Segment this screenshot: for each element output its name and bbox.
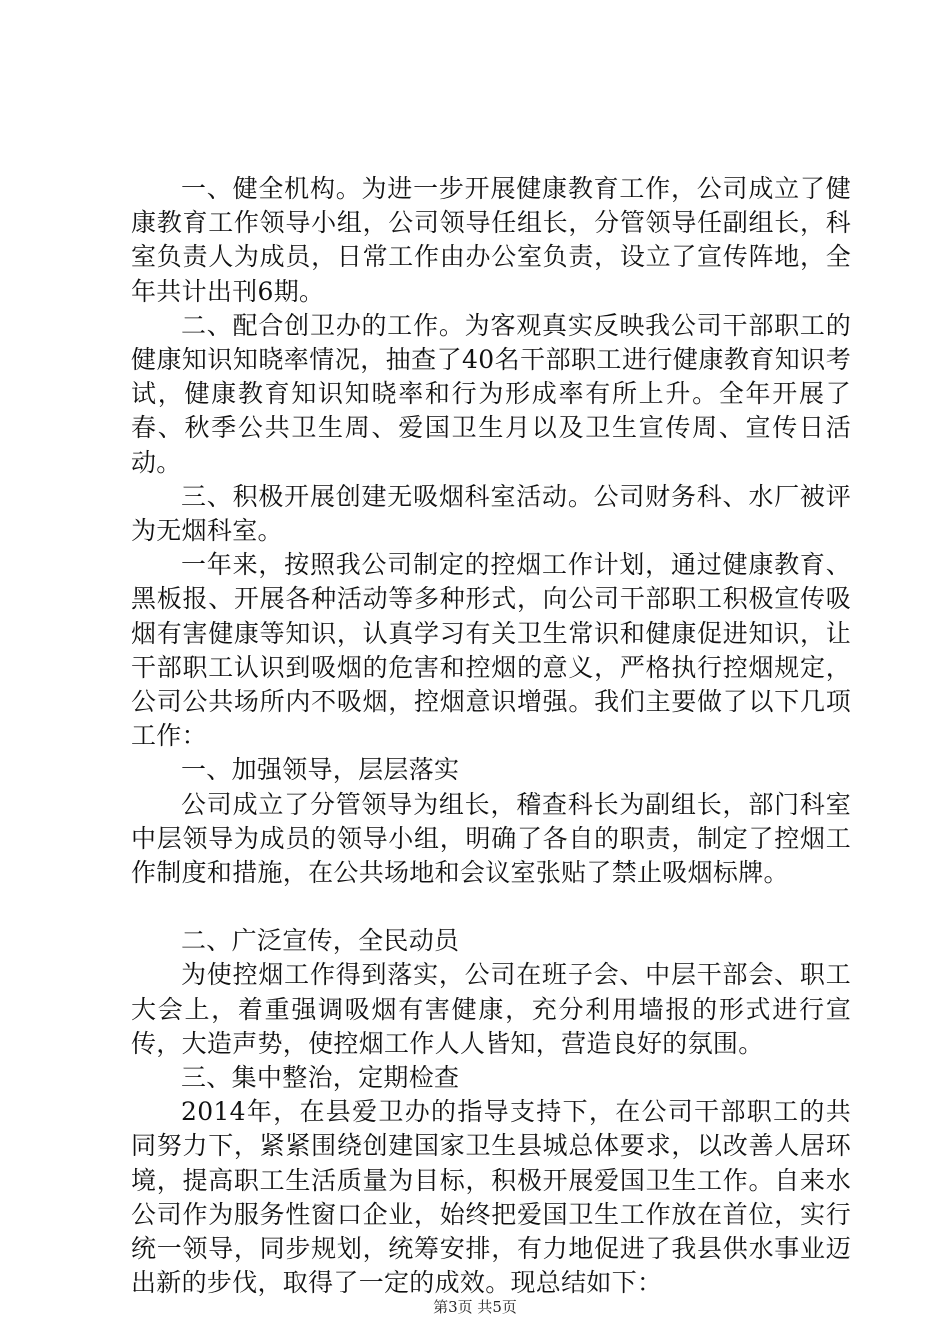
heading-strengthen-leadership: 一、加强领导，层层落实 bbox=[181, 755, 460, 785]
heading-inspection: 三、集中整治，定期检查 bbox=[181, 1063, 460, 1093]
document-body bbox=[131, 172, 851, 1301]
heading-publicity: 二、广泛宣传，全民动员 bbox=[181, 926, 460, 956]
paragraph-cooperate-health-office: 二、配合创卫办的工作。为客观真实反映我公司干部职工的健康知识知晓率情况，抽查了40名干部职工进行健康教育知识考试，健康教育知识知晓率和行为形成率有所上升。全年开展了春、秋季公共卫生周、爱国卫生月以及卫生宣传周、宣传日活动。 bbox=[131, 310, 851, 477]
paragraph-establish-organization: 一、健全机构。为进一步开展健康教育工作，公司成立了健康教育工作领导小组，公司领导任组长，分管领导任副组长，科室负责人为成员，日常工作由办公室负责，设立了宣传阵地，全年共计出刊6期。 bbox=[131, 174, 851, 306]
paragraph-smoke-free-offices: 三、积极开展创建无吸烟科室活动。公司财务科、水厂被评为无烟科室。 bbox=[131, 481, 851, 546]
page-footer: 第3页 共5页 bbox=[433, 1298, 517, 1316]
paragraph-2014-summary: 2014年，在县爱卫办的指导支持下，在公司干部职工的共同努力下，紧紧围绕创建国家卫生县城总体要求，以改善人居环境，提高职工生活质量为目标，积极开展爱国卫生工作。自来水公司作为服务性窗口企业，始终把爱国卫生工作放在首位，实行统一领导，同步规划，统筹安排，有力地促进了我县供水事业迈出新的步伐，取得了一定的成效。现总结如下： bbox=[131, 1097, 851, 1298]
paragraph-year-summary: 一年来，按照我公司制定的控烟工作计划，通过健康教育、黑板报、开展各种活动等多种形式，向公司干部职工积极宣传吸烟有害健康等知识，认真学习有关卫生常识和健康促进知识，让干部职工认识到吸烟的危害和控烟的意义，严格执行控烟规定，公司公共场所内不吸烟，控烟意识增强。我们主要做了以下几项工作： bbox=[131, 550, 851, 751]
paragraph-leadership-group: 公司成立了分管领导为组长，稽查科长为副组长，部门科室中层领导为成员的领导小组，明确了各自的职责，制定了控烟工作制度和措施，在公共场地和会议室张贴了禁止吸烟标牌。 bbox=[131, 789, 851, 888]
paragraph-publicity: 为使控烟工作得到落实，公司在班子会、中层干部会、职工大会上，着重强调吸烟有害健康，充分利用墙报的形式进行宣传，大造声势，使控烟工作人人皆知，营造良好的氛围。 bbox=[131, 960, 851, 1058]
